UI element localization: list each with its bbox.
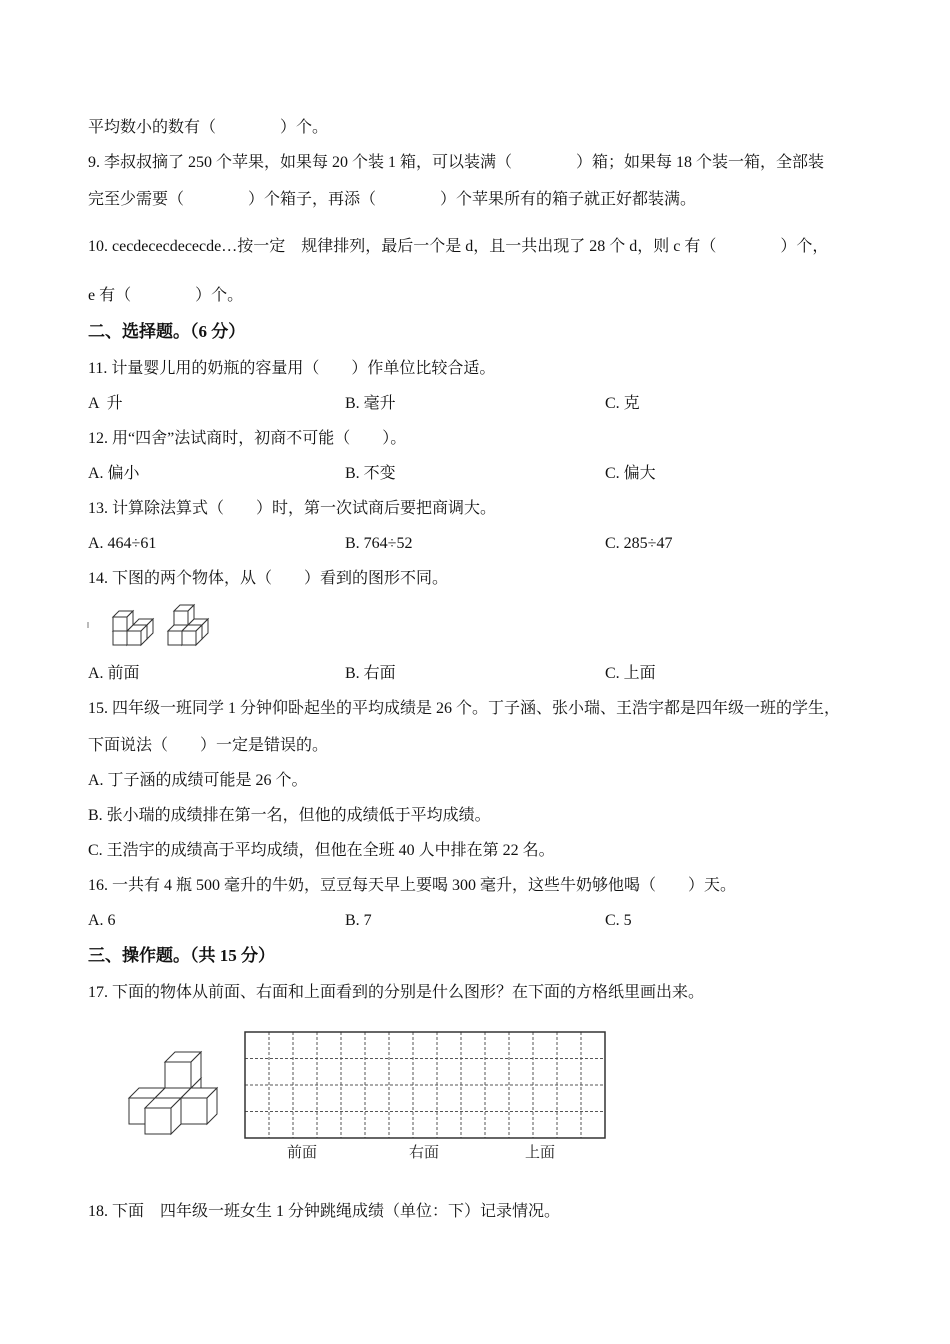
cube-object-1 (113, 611, 153, 645)
cube-front-face (168, 631, 182, 645)
q15-line1: 15. 四年级一班同学 1 分钟仰卧起坐的平均成绩是 26 个。丁子涵、张小瑞、王浩宇都是四年级一班的学生， (88, 700, 841, 717)
q11-options (0, 393, 950, 415)
q15-option-c: C. 王浩宇的成绩高于平均成绩，但他在全班 40 人中排在第 22 名。 (88, 842, 555, 859)
cube-object-2 (168, 605, 208, 645)
q13-option-a: A. 464÷61 (88, 535, 157, 552)
cube-front-face (127, 631, 141, 645)
q12-option-b: B. 不变 (345, 465, 396, 482)
q10-line1: 10. cecdececdececde…按一定 规律排列，最后一个是 d，且一共出现了 28 个 d，则 c 有（ ）个， (88, 238, 829, 255)
cube (182, 625, 202, 645)
q17-stem: 17. 下面的物体从前面、右面和上面看到的分别是什么图形？在下面的方格纸里画出来。 (88, 984, 705, 1001)
q13-option-c: C. 285÷47 (605, 535, 673, 552)
cube-front-face (165, 1062, 191, 1088)
q12-options (0, 463, 950, 485)
cube (165, 1052, 201, 1088)
q8-tail-line: 平均数小的数有（ ）个。 (88, 119, 329, 136)
q11-stem: 11. 计量婴儿用的奶瓶的容量用（ ）作单位比较合适。 (88, 360, 496, 377)
q14-stem: 14. 下图的两个物体，从（ ）看到的图形不同。 (88, 570, 449, 587)
q9-line1: 9. 李叔叔摘了 250 个苹果，如果每 20 个装 1 箱，可以装满（ ）箱；如果每 18 个装一箱，全部装 (88, 154, 825, 171)
q16-option-b: B. 7 (345, 912, 372, 929)
section3-heading: 三、操作题。（共 15 分） (88, 946, 275, 965)
cube (174, 605, 194, 625)
q16-option-c: C. 5 (605, 912, 632, 929)
cube-front-face (113, 631, 127, 645)
q11-option-a: A 升 (88, 395, 123, 412)
q15-line2: 下面说法（ ）一定是错误的。 (88, 737, 329, 754)
grid-paper (245, 1032, 605, 1138)
q16-option-a: A. 6 (88, 912, 116, 929)
q12-stem: 12. 用“四舍”法试商时，初商不可能（ ）。 (88, 430, 407, 447)
q14-option-b: B. 右面 (345, 665, 396, 682)
q14-options (0, 663, 950, 685)
q17-figure (110, 1025, 610, 1170)
cube (181, 1088, 217, 1124)
q13-stem: 13. 计算除法算式（ ）时，第一次试商后要把商调大。 (88, 500, 497, 517)
cube-stack (129, 1052, 217, 1134)
q14-cube-figure (84, 598, 219, 650)
q15-option-b: B. 张小瑞的成绩排在第一名，但他的成绩低于平均成绩。 (88, 807, 491, 824)
q15-option-a: A. 丁子涵的成绩可能是 26 个。 (88, 772, 308, 789)
q12-option-a: A. 偏小 (88, 465, 140, 482)
grid-label-front: 前面 (286, 1143, 318, 1161)
q16-options (0, 910, 950, 932)
cube-front-face (113, 617, 127, 631)
cube-front-face (181, 1098, 207, 1124)
cube-front-face (174, 611, 188, 625)
cube-front-face (145, 1108, 171, 1134)
q11-option-b: B. 毫升 (345, 395, 396, 412)
cube (145, 1098, 181, 1134)
cube-front-face (182, 631, 196, 645)
q18-stem: 18. 下面 四年级一班女生 1 分钟跳绳成绩（单位：下）记录情况。 (88, 1203, 561, 1220)
q10-line2: e 有（ ）个。 (88, 287, 244, 304)
q13-option-b: B. 764÷52 (345, 535, 413, 552)
grid-label-right: 右面 (408, 1143, 440, 1161)
q16-stem: 16. 一共有 4 瓶 500 毫升的牛奶，豆豆每天早上要喝 300 毫升，这些牛奶够他喝（ ）天。 (88, 877, 737, 894)
q9-line2: 完至少需要（ ）个箱子，再添（ ）个苹果所有的箱子就正好都装满。 (88, 191, 697, 208)
section2-heading: 二、选择题。（6 分） (88, 322, 246, 341)
cube (113, 611, 133, 631)
q14-option-a: A. 前面 (88, 665, 140, 682)
q12-option-c: C. 偏大 (605, 465, 656, 482)
q13-options (0, 533, 950, 555)
grid-label-top: 上面 (524, 1143, 556, 1161)
q14-option-c: C. 上面 (605, 665, 656, 682)
q11-option-c: C. 克 (605, 395, 640, 412)
